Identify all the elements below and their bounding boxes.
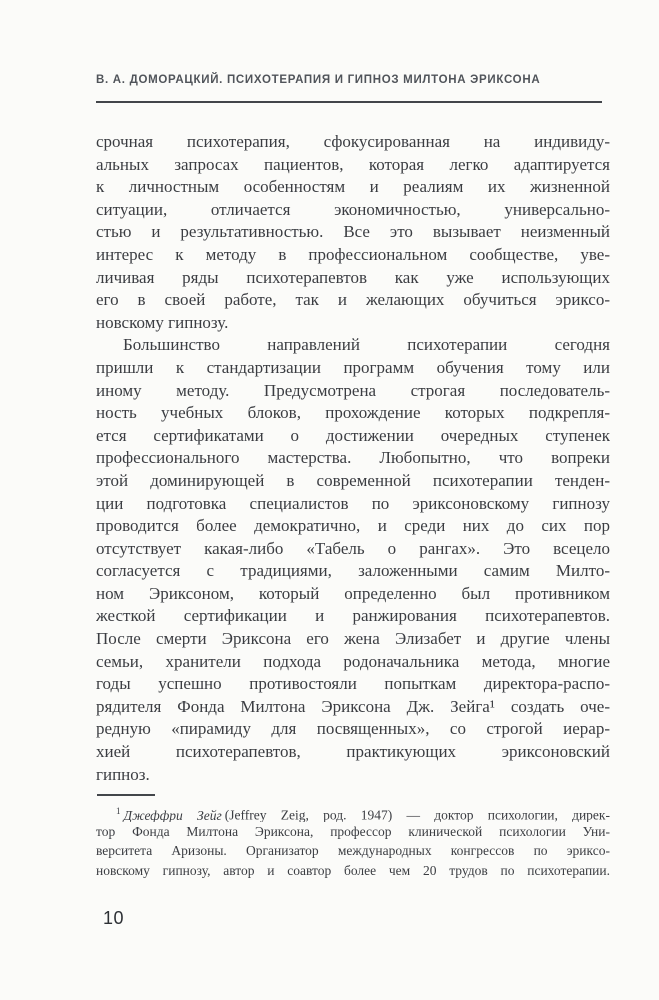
text-line: ситуации, отличается экономичностью, универсально- — [96, 199, 610, 219]
text-line: проводится более демократично, и среди них до сих пор — [96, 516, 610, 536]
text-line: гипноз. — [96, 764, 150, 784]
footnote-line: верситета Аризоны. Организатор международных конгрессов по эриксо- — [96, 843, 610, 858]
paragraph-1 — [96, 131, 610, 334]
text-line: его в своей работе, так и желающих обучиться эриксо- — [96, 290, 610, 310]
paragraph-2 — [96, 334, 610, 786]
footnote-text: (Jeffrey Zeig, род. 1947) — доктор психологии, дирек- — [224, 807, 610, 822]
text-line: семьи, хранители подхода родоначальника метода, многие — [96, 651, 610, 671]
text-line: ном Эриксоном, который определенно был противником — [96, 583, 610, 603]
footnote-line: новскому гипнозу, автор и соавтор более чем 20 трудов по психотерапии. — [96, 862, 610, 878]
text-line: к личностным особенностям и реалиям их жизненной — [96, 177, 610, 197]
text-line: этой доминирующей в современной психотерапии тенден- — [96, 470, 610, 490]
footnote-marker: 1 — [116, 806, 121, 816]
text-line: иному методу. Предусмотрена строгая последователь- — [96, 380, 610, 400]
footnote-line — [96, 802, 610, 822]
body-text — [96, 131, 610, 786]
text-line: срочная психотерапия, сфокусированная на индивиду- — [96, 132, 610, 151]
text-line: отсутствует какая-либо «Табель о рангах». Это всецело — [96, 538, 610, 558]
text-line: хией психотерапевтов, практикующих эриксоновский — [96, 742, 610, 762]
text-line: альных запросах пациентов, которая легко адаптируется — [96, 154, 610, 174]
page-number: 10 — [103, 908, 125, 928]
text-line: новскому гипнозу. — [96, 312, 229, 332]
text-line: профессионального мастерства. Любопытно, что вопреки — [96, 448, 610, 468]
header-rule — [96, 101, 602, 103]
text-line: ции подготовка специалистов по эриксоновскому гипнозу — [96, 493, 610, 513]
text-line: интерес к методу в профессиональном сообществе, уве- — [96, 244, 610, 264]
text-line: годы успешно противостояли попыткам директора-распо- — [96, 674, 610, 694]
text-line: согласуется с традициями, заложенными самим Милто- — [96, 561, 610, 581]
text-line: личивая ряды психотерапевтов как уже использующих — [96, 267, 610, 287]
text-line: редную «пирамиду для посвященных», со строгой иерар- — [96, 719, 610, 739]
text-line: После смерти Эриксона его жена Элизабет и другие члены — [96, 629, 610, 649]
text-line: стью и результативностью. Все это вызывает неизменный — [96, 222, 610, 242]
footnote-author-name: Джеффри Зейг — [123, 807, 222, 822]
footnote-separator-rule — [97, 794, 155, 796]
running-head: В. А. ДОМОРАЦКИЙ. ПСИХОТЕРАПИЯ И ГИПНОЗ МИЛТОНА ЭРИКСОНА — [96, 74, 541, 86]
text-line: Большинство направлений психотерапии сегодня — [123, 335, 610, 355]
text-line: ется сертификатами о достижении очередных ступенек — [96, 425, 610, 445]
footnote — [96, 802, 610, 880]
text-line: рядителя Фонда Милтона Эриксона Дж. Зейга¹ создать оче- — [96, 696, 610, 716]
text-line: жесткой сертификации и ранжирования психотерапевтов. — [96, 606, 610, 626]
text-line: пришли к стандартизации программ обучения тому или — [96, 357, 610, 377]
footnote-line: тор Фонда Милтона Эриксона, профессор клинической психологии Уни- — [96, 823, 610, 839]
text-line: ность учебных блоков, прохождение которых подкрепля- — [96, 403, 610, 423]
